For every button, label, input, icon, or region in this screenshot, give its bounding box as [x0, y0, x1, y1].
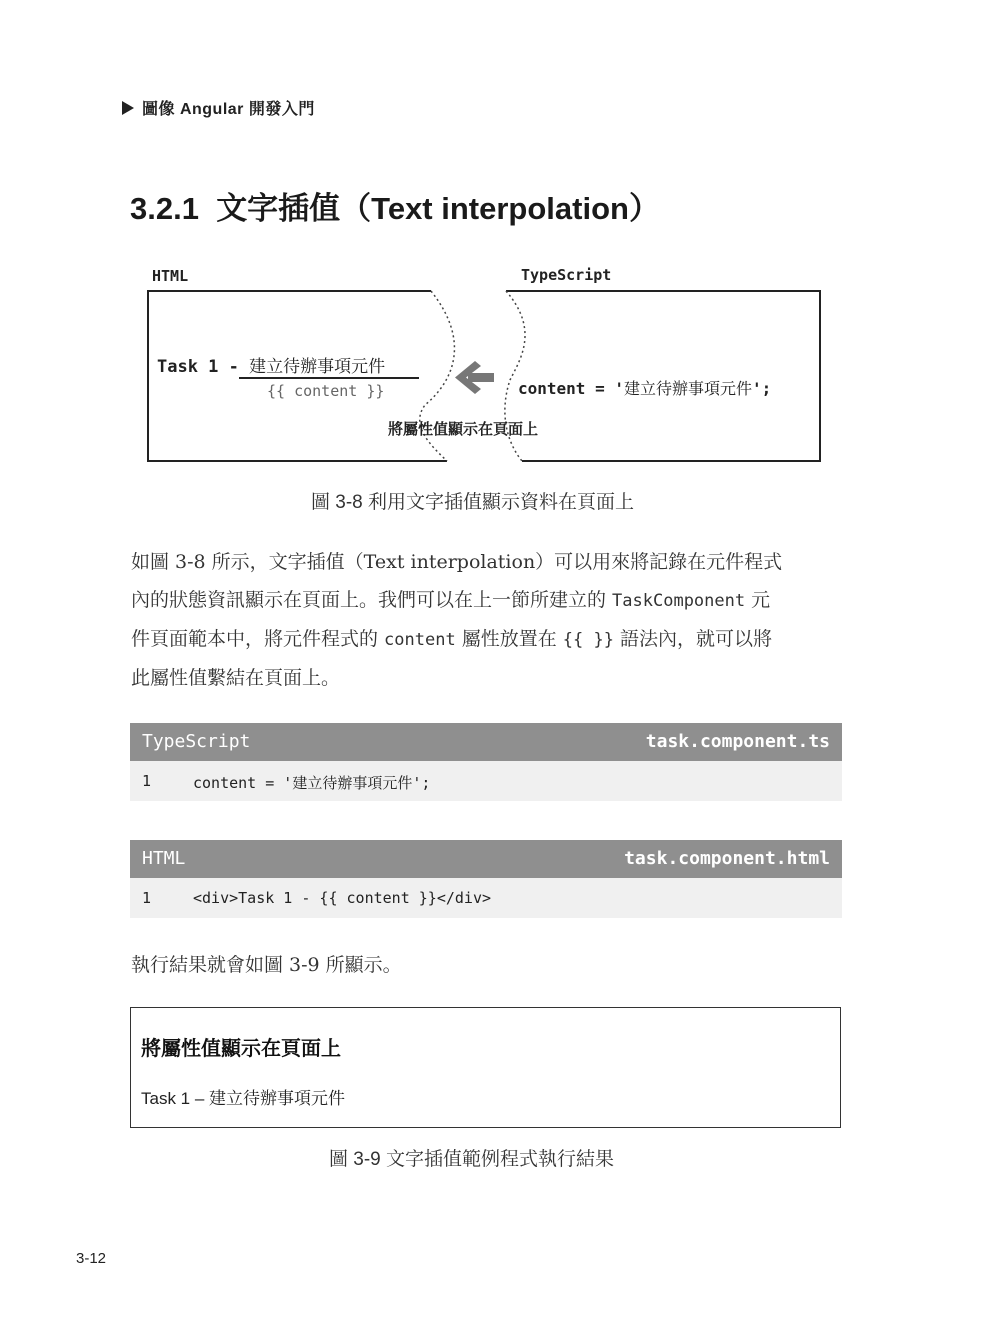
code-block-header: [130, 840, 842, 878]
assign-prefix: content = ': [518, 379, 624, 398]
code-lang-label: HTML: [142, 848, 186, 869]
task-prefix: Task 1 -: [157, 357, 239, 377]
diagram-task-line: [157, 352, 385, 377]
result-title: 將屬性值顯示在頁面上: [141, 1038, 341, 1060]
result-task: Task 1 – 建立待辦事項元件: [141, 1089, 346, 1108]
code-block-header: [130, 723, 842, 761]
inline-code-content: content: [384, 630, 456, 650]
assign-suffix: ';: [751, 379, 772, 398]
line-number: 1: [142, 889, 152, 907]
result-preview-box: [130, 1007, 841, 1128]
inline-code-taskcomponent: TaskComponent: [612, 591, 746, 611]
diagram-ts-label: TypeScript: [521, 266, 612, 284]
diagram-html-label: HTML: [152, 267, 189, 285]
section-heading: 文字插值（Text interpolation）: [216, 191, 660, 226]
code-block-body: [130, 761, 842, 801]
task-underline: [239, 377, 419, 379]
page-number: 3-12: [76, 1250, 107, 1267]
body-paragraph: [131, 543, 843, 697]
running-header-text: 圖像 Angular 開發入門: [142, 101, 315, 118]
code-lang-label: TypeScript: [142, 731, 251, 752]
diagram-caption: 將屬性值顯示在頁面上: [388, 421, 539, 438]
code-file-name: task.component.ts: [645, 731, 830, 752]
figure-3-9-caption: 圖 3-9 文字插值範例程式執行結果: [329, 1149, 615, 1170]
code-line: <div>Task 1 - {{ content }}</div>: [193, 889, 492, 907]
line-number: 1: [142, 772, 152, 790]
code-block-body: [130, 878, 842, 918]
inline-code-braces: {{ }}: [562, 630, 614, 650]
diagram-assignment: [518, 376, 771, 399]
para-line-4: 此屬性值繫結在頁面上。: [131, 667, 341, 689]
para-line-1: 如圖 3-8 所示，文字插值（Text interpolation）可以用來將記錄在元件程式: [131, 551, 783, 573]
figure-3-8-caption: 圖 3-8 利用文字插值顯示資料在頁面上: [311, 492, 635, 513]
task-value: 建立待辦事項元件: [249, 357, 386, 377]
code-line: content = '建立待辦事項元件';: [193, 774, 431, 792]
code-block-html: [130, 840, 842, 918]
section-number: 3.2.1: [130, 191, 199, 226]
content-expression: {{ content }}: [267, 382, 385, 400]
code-block-typescript: [130, 723, 842, 801]
code-file-name: task.component.html: [624, 848, 830, 869]
para-line-2: 內的狀態資訊顯示在頁面上。我們可以在上一節所建立的 TaskComponent 元: [131, 589, 771, 611]
para-line-3: 件頁面範本中，將元件程式的 content 屬性放置在 {{ }} 語法內，就可以將: [131, 628, 773, 650]
left-arrow-icon: [455, 361, 494, 394]
assign-value: 建立待辦事項元件: [623, 379, 752, 398]
diagram-frames: [0, 0, 1000, 480]
result-intro-text: 執行結果就會如圖 3-9 所顯示。: [131, 954, 402, 976]
